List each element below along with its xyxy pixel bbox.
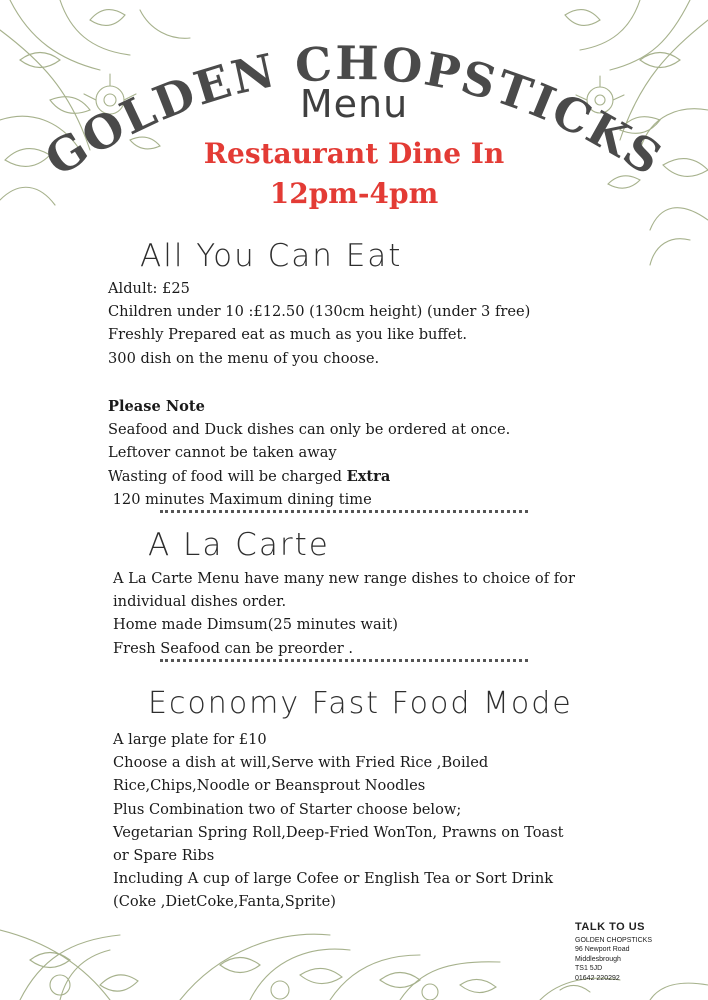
brand-title-text: GOLDEN CHOPSTICKS [35, 35, 673, 187]
list-item: 300 dish on the menu of you choose. [108, 349, 380, 367]
list-item: A La Carte Menu have many new range dishes to choice of for [113, 570, 575, 587]
contact-town: Middlesbrough [575, 955, 621, 963]
contact-name: GOLDEN CHOPSTICKS [575, 937, 653, 944]
list-item: Choose a dish at will,Serve with Fried Rice ,Boiled [113, 754, 489, 772]
wasting-line [108, 465, 510, 488]
contact-phone: 01642 220292 [575, 974, 620, 982]
list-item: Seafood and Duck dishes can only be ordered at once. [108, 421, 511, 439]
list-item: Rice,Chips,Noodle or Beansprout Noodles [113, 777, 426, 795]
wasting-extra: Extra [346, 467, 391, 485]
wasting-text: Wasting of food will be charged [108, 467, 347, 485]
contact-postcode: TS1 5JD [575, 965, 603, 973]
list-item: Plus Combination two of Starter choose below; [113, 800, 462, 818]
list-item: individual dishes order. [113, 593, 287, 611]
contact-heading: TALK TO US [575, 921, 645, 933]
list-item: or Spare Ribs [113, 846, 215, 864]
dine-in-heading: Restaurant Dine In [203, 137, 505, 170]
contact-block [575, 921, 652, 983]
please-note-block [108, 395, 510, 511]
list-item: (Coke ,DietCoke,Fanta,Sprite) [113, 893, 336, 911]
list-item: Freshly Prepared eat as much as you like buffet. [108, 326, 467, 344]
menu-subtitle: Menu [299, 82, 409, 126]
economy-title: Economy Fast Food Mode [148, 686, 573, 721]
a-la-carte-lines [113, 567, 575, 660]
list-item: Vegetarian Spring Roll,Deep-Fried WonTon, Prawns on Toast [113, 823, 564, 841]
hours-heading: 12pm-4pm [269, 177, 439, 210]
dotted-divider [160, 510, 528, 513]
list-item: Children under 10 :£12.50 (130cm height) (under 3 free) [108, 303, 531, 321]
list-item: Including A cup of large Cofee or English Tea or Sort Drink [113, 870, 554, 888]
please-note-heading: Please Note [108, 398, 205, 415]
list-item: Aldult: £25 [108, 280, 190, 297]
dotted-divider [160, 659, 528, 662]
list-item: Fresh Seafood can be preorder . [113, 639, 354, 657]
economy-lines [113, 728, 564, 914]
list-item: Leftover cannot be taken away [108, 444, 337, 462]
list-item: Home made Dimsum(25 minutes wait) [113, 616, 398, 634]
max-time-line: 120 minutes Maximum dining time [108, 490, 372, 508]
a-la-carte-title: A La Carte [148, 527, 330, 563]
all-you-can-eat-lines [108, 277, 530, 370]
contact-street: 96 Newport Road [575, 946, 630, 954]
list-item: A large plate for £10 [113, 731, 267, 748]
all-you-can-eat-title: All You Can Eat [140, 238, 403, 274]
